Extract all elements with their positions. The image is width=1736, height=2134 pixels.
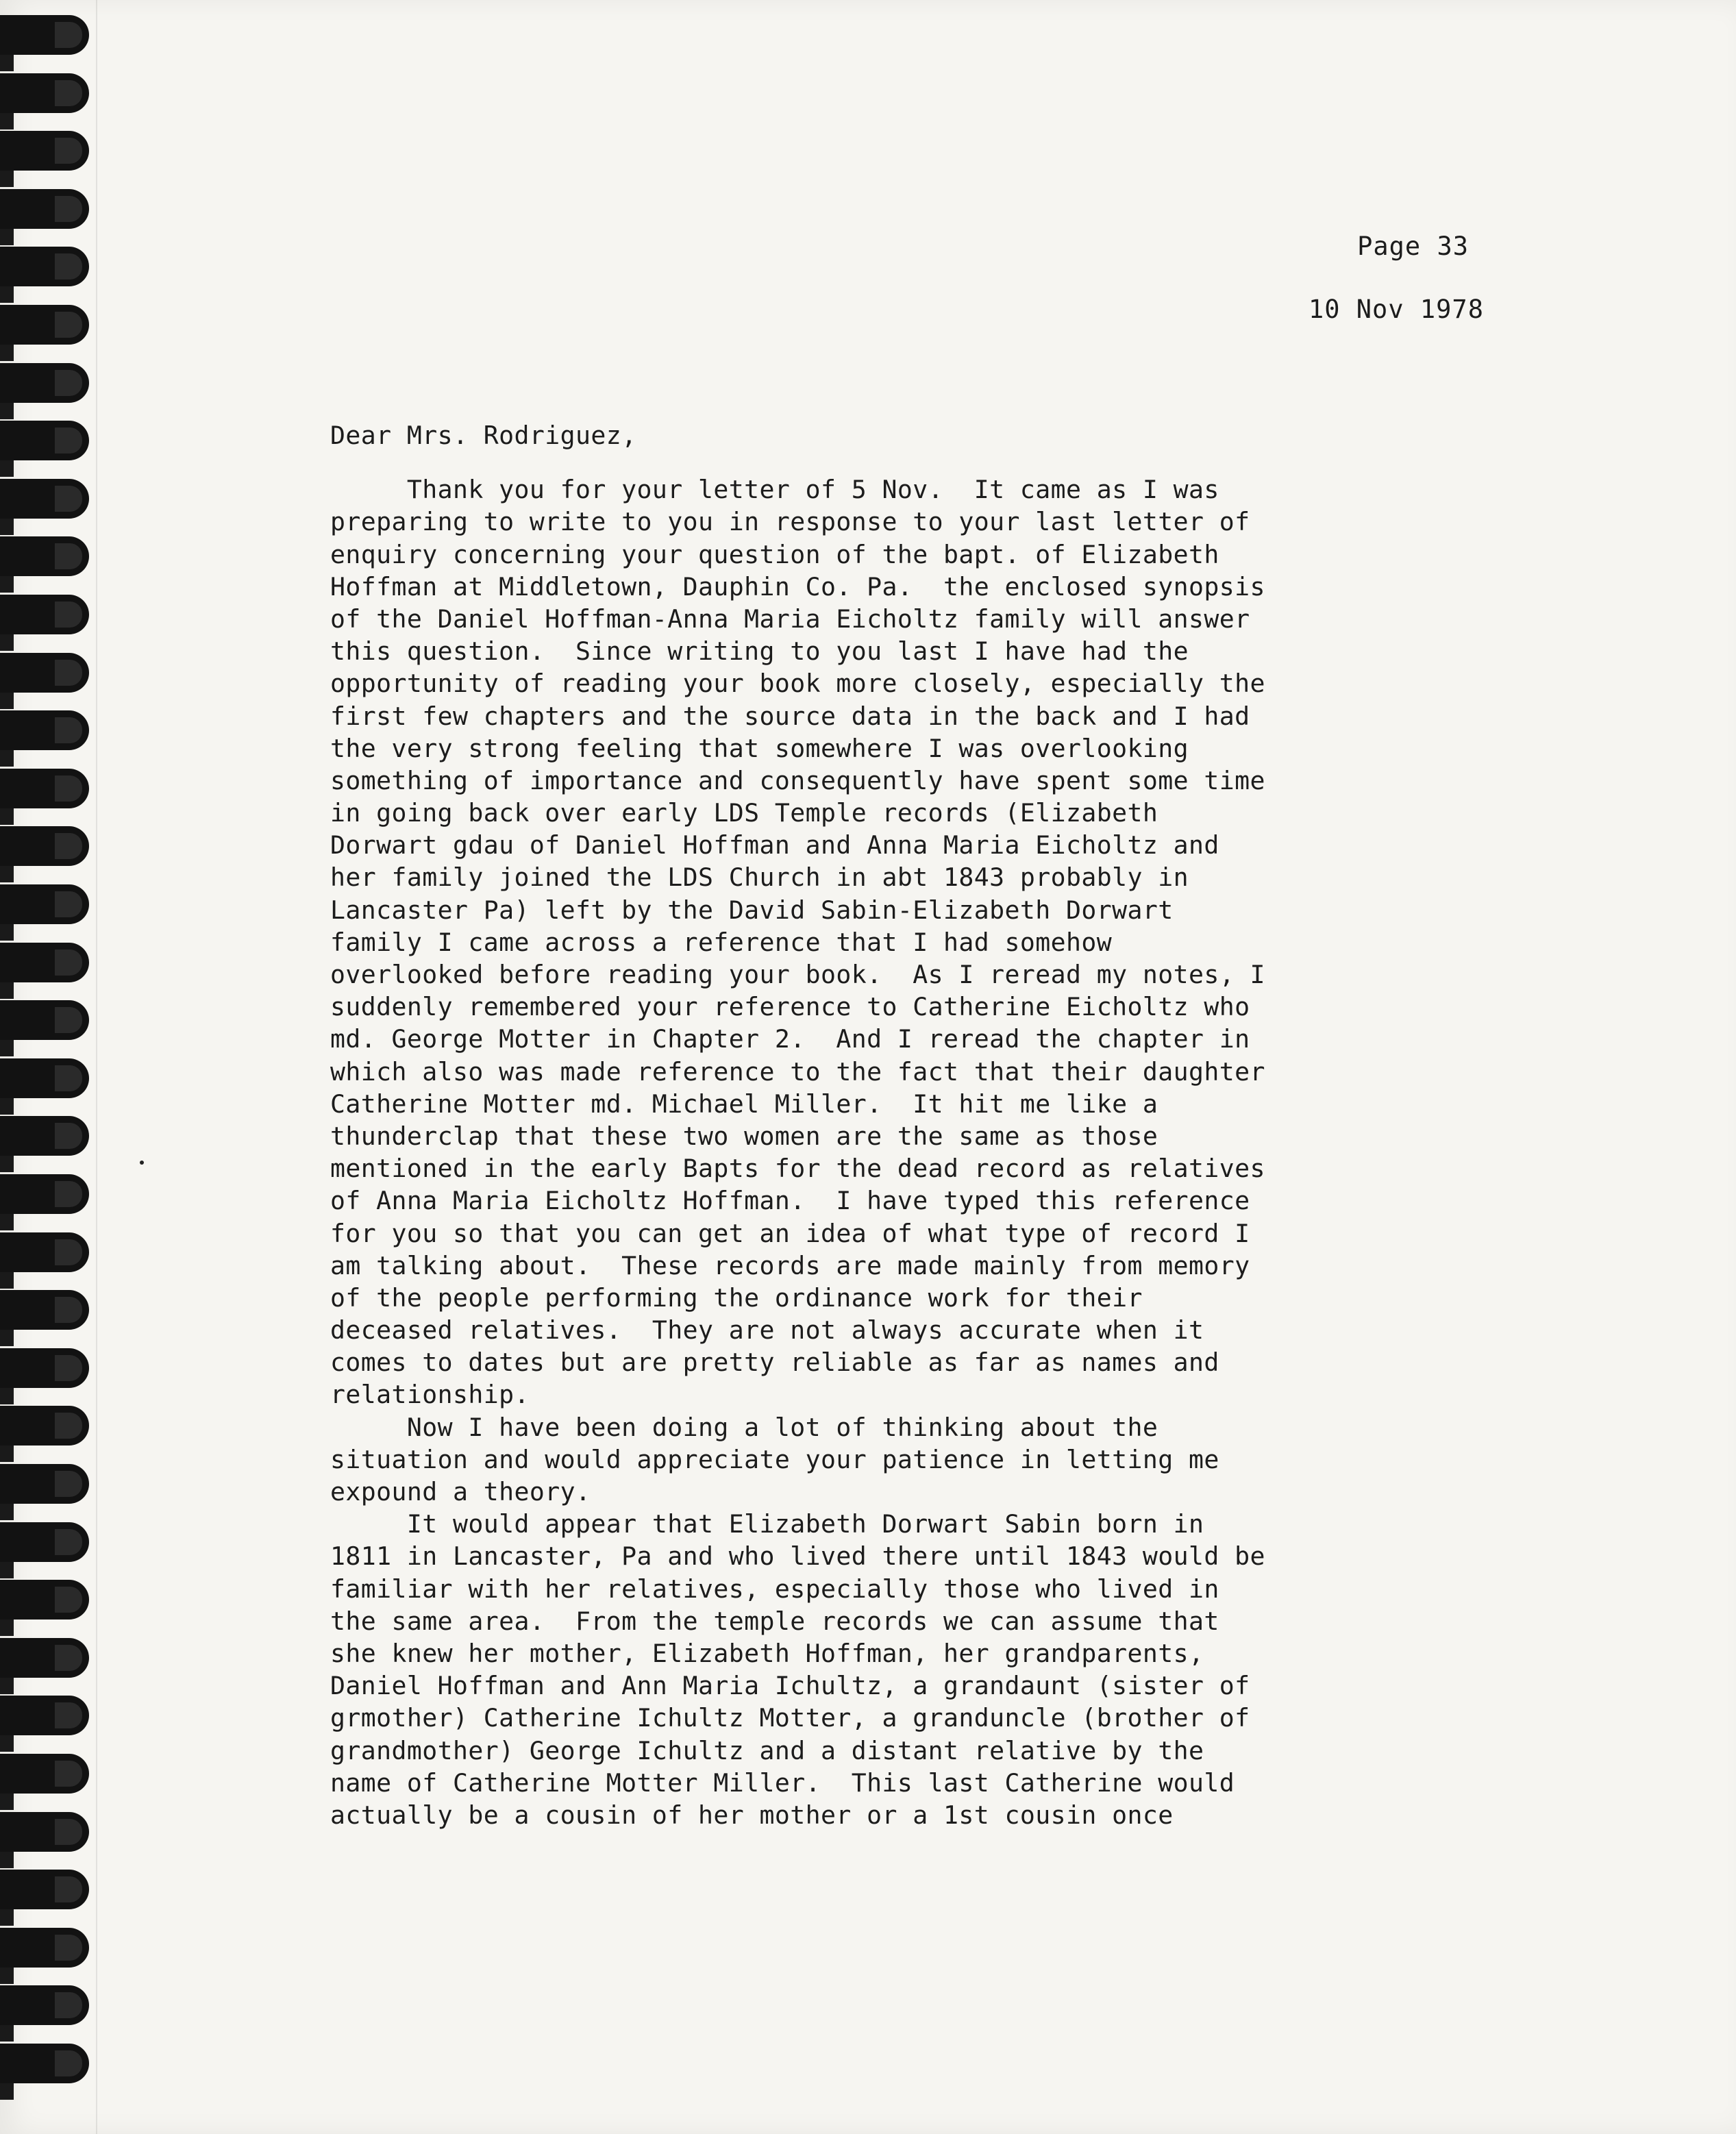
binding-ring: [0, 1754, 89, 1794]
binding-ring: [0, 769, 89, 808]
letter-line: 1811 in Lancaster, Pa and who lived there until 1843 would be: [330, 1541, 1265, 1572]
letter-line: her family joined the LDS Church in abt 1843 probably in: [330, 863, 1189, 893]
binding-ring: [0, 1638, 89, 1678]
letter-line: Dorwart gdau of Daniel Hoffman and Anna Maria Eicholtz and: [330, 830, 1219, 860]
binding-ring: [0, 826, 89, 866]
spiral-binding: [0, 0, 103, 2134]
binding-ring: [0, 1000, 89, 1040]
letter-line: she knew her mother, Elizabeth Hoffman, her grandparents,: [330, 1638, 1204, 1668]
binding-ring: [0, 73, 89, 113]
binding-ring: [0, 1232, 89, 1272]
binding-ring: [0, 595, 89, 634]
letter-line: thunderclap that these two women are the same as those: [330, 1121, 1158, 1151]
letter-line: enquiry concerning your question of the bapt. of Elizabeth: [330, 539, 1219, 569]
letter-line: actually be a cousin of her mother or a 1st cousin once: [330, 1800, 1174, 1830]
letter-line: for you so that you can get an idea of what type of record I: [330, 1218, 1250, 1248]
letter-line: preparing to write to you in response to your last letter of: [330, 507, 1250, 537]
letter-line: expound a theory.: [330, 1477, 591, 1506]
page-number: Page 33: [1357, 232, 1469, 261]
binding-edge: [96, 0, 97, 2134]
binding-ring: [0, 943, 89, 982]
letter-line: suddenly remembered your reference to Catherine Eicholtz who: [330, 992, 1250, 1022]
letter-line: md. George Motter in Chapter 2. And I reread the chapter in: [330, 1024, 1250, 1054]
binding-ring: [0, 363, 89, 403]
stray-ink-mark: [140, 1161, 144, 1165]
letter-line: comes to dates but are pretty reliable as far as names and: [330, 1348, 1219, 1378]
letter-line: grmother) Catherine Ichultz Motter, a granduncle (brother of: [330, 1703, 1250, 1733]
binding-ring: [0, 2044, 89, 2083]
binding-ring: [0, 1464, 89, 1504]
letter-line: first few chapters and the source data in the back and I had: [330, 701, 1250, 731]
letter-line: relationship.: [330, 1380, 530, 1410]
binding-ring: [0, 1812, 89, 1852]
binding-ring: [0, 884, 89, 924]
letter-line: of the Daniel Hoffman-Anna Maria Eicholtz family will answer: [330, 604, 1250, 634]
binding-ring: [0, 479, 89, 519]
letter-line: opportunity of reading your book more closely, especially the: [330, 669, 1265, 699]
binding-ring: [0, 1116, 89, 1156]
binding-ring: [0, 421, 89, 460]
letter-body: [330, 419, 1536, 1831]
letter-line: Thank you for your letter of 5 Nov. It came as I was: [330, 475, 1219, 505]
letter-line: overlooked before reading your book. As I reread my notes, I: [330, 960, 1265, 989]
letter-lines: [330, 473, 1536, 1831]
binding-ring: [0, 1580, 89, 1620]
letter-line: deceased relatives. They are not always accurate when it: [330, 1315, 1204, 1345]
letter-line: family I came across a reference that I had somehow: [330, 927, 1113, 957]
letter-line: Hoffman at Middletown, Dauphin Co. Pa. the enclosed synopsis: [330, 571, 1265, 601]
letter-line: of Anna Maria Eicholtz Hoffman. I have typed this reference: [330, 1186, 1250, 1216]
binding-ring: [0, 131, 89, 171]
letter-line: familiar with her relatives, especially those who lived in: [330, 1574, 1219, 1604]
letter-date: 10 Nov 1978: [1308, 295, 1484, 324]
binding-ring: [0, 1870, 89, 1909]
binding-ring: [0, 1174, 89, 1214]
binding-ring: [0, 305, 89, 345]
letter-line: name of Catherine Motter Miller. This last Catherine would: [330, 1767, 1235, 1798]
letter-line: something of importance and consequently have spent some time: [330, 765, 1265, 795]
letter-line: Lancaster Pa) left by the David Sabin-Elizabeth Dorwart: [330, 895, 1174, 925]
binding-ring: [0, 189, 89, 229]
letter-line: the very strong feeling that somewhere I was overlooking: [330, 733, 1189, 763]
binding-ring: [0, 1348, 89, 1388]
letter-line: Catherine Motter md. Michael Miller. It hit me like a: [330, 1089, 1158, 1119]
binding-ring: [0, 1696, 89, 1735]
letter-line: of the people performing the ordinance work for their: [330, 1282, 1143, 1313]
letter-line: which also was made reference to the fact that their daughter: [330, 1056, 1265, 1087]
binding-ring: [0, 1406, 89, 1446]
letter-line: grandmother) George Ichultz and a distant relative by the: [330, 1735, 1204, 1765]
letter-line: am talking about. These records are made mainly from memory: [330, 1250, 1250, 1280]
salutation: Dear Mrs. Rodriguez,: [330, 421, 637, 450]
binding-ring: [0, 1985, 89, 2025]
letter-line: this question. Since writing to you last I have had the: [330, 636, 1189, 667]
letter-line: situation and would appreciate your patience in letting me: [330, 1444, 1219, 1474]
letter-line: mentioned in the early Bapts for the dead record as relatives: [330, 1154, 1265, 1184]
binding-ring: [0, 536, 89, 576]
binding-ring: [0, 1928, 89, 1968]
letter-line: Now I have been doing a lot of thinking about the: [330, 1412, 1158, 1442]
binding-ring: [0, 1058, 89, 1098]
letter-line: It would appear that Elizabeth Dorwart Sabin born in: [330, 1509, 1204, 1539]
letter-line: the same area. From the temple records we can assume that: [330, 1606, 1219, 1636]
letter-line: Daniel Hoffman and Ann Maria Ichultz, a grandaunt (sister of: [330, 1671, 1250, 1701]
binding-ring: [0, 247, 89, 286]
letter-line: in going back over early LDS Temple records (Elizabeth: [330, 798, 1158, 828]
binding-ring: [0, 15, 89, 55]
binding-ring: [0, 1290, 89, 1330]
binding-ring: [0, 1522, 89, 1562]
binding-ring: [0, 710, 89, 750]
binding-ring: [0, 653, 89, 693]
